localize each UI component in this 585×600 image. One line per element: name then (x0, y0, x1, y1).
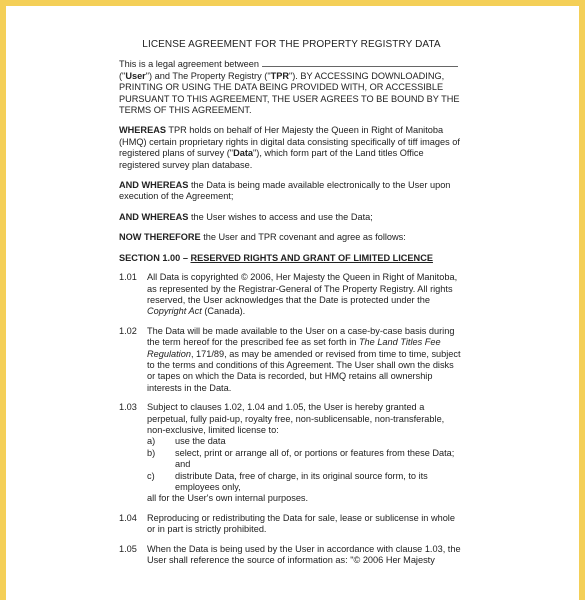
clause-body (147, 326, 464, 394)
clause-1-05 (119, 544, 464, 567)
clause-1-01 (119, 272, 464, 318)
therefore-lead: NOW THEREFORE (119, 232, 201, 243)
intro-paragraph (119, 58, 464, 116)
intro-between: ") and The Property Registry (" (145, 70, 271, 81)
therefore-text: the User and TPR covenant and agree as follows: (200, 232, 406, 243)
list-item (147, 471, 464, 494)
and-whereas-lead: AND WHEREAS (119, 211, 189, 222)
regulation-title: The Land Titles Fee Regulation (147, 337, 441, 359)
intro-rest: "). BY ACCESSING DOWNLOADING, PRINTING OR USING THE DATA BEING PROVIDED WITH, OR ACCESSIBLE PURSUANT TO THIS AGREEMENT, THE USER AGREES TO BE BOUND BY THE TERMS OF THIS AGREEMENT. (119, 70, 460, 116)
intro-line1: This is a legal agreement between (119, 59, 259, 70)
clause-number: 1.05 (119, 543, 137, 554)
whereas-paragraph-1 (119, 125, 464, 171)
list-item-text: use the data (175, 436, 226, 447)
tpr-term: TPR (270, 70, 289, 81)
whereas1-text-a: TPR holds on behalf of Her Majesty the Queen in Right of Manitoba (HMQ) certain proprietary rights in digital data consisting specifically of tiff images of registered plans of survey (" (119, 125, 460, 159)
whereas-lead: WHEREAS (119, 125, 166, 136)
data-term: Data (233, 148, 253, 159)
clause-text: , 171/89, as may be amended or revised from time to time, subject to the terms and conditions of this Agreement. The User shall own the disks or tapes on which the Data is recorded, but HMQ retains all ownership interests in the Data. (147, 348, 461, 393)
clause-text: (Canada). (201, 306, 246, 317)
clause-number: 1.02 (119, 325, 137, 336)
clause-tail: all for the User's own internal purposes. (147, 493, 309, 504)
section-heading (119, 253, 464, 264)
copyright-act-title: Copyright Act (147, 306, 202, 317)
clause-text: The Data will be made available to the User on a case-by-case basis during the term hereof for the prescribed fee as set forth in (147, 325, 455, 348)
clause-number: 1.04 (119, 512, 137, 523)
clause-text: All Data is copyrighted © 2006, Her Majesty the Queen in Right of Manitoba, as represented by the Registrar-General of The Property Registry. All rights reserved, the User acknowledges that the Date is protected under the (147, 272, 458, 305)
clause-body: Reproducing or redistributing the Data for sale, lease or sublicense in whole or in part is strictly prohibited. (147, 512, 455, 535)
user-term: User (125, 70, 146, 81)
whereas2-text: the Data is being made available electronically to the User upon execution of the Agreement; (119, 180, 451, 202)
list-item (147, 448, 464, 471)
clause-1-03 (119, 402, 464, 505)
clause-number: 1.03 (119, 402, 137, 413)
clause-1-02 (119, 326, 464, 394)
list-item (147, 436, 464, 447)
whereas3-text: the User wishes to access and use the Data; (188, 211, 373, 222)
whereas1-text-b: "), which form part of the Land titles Office registered survey plan database. (119, 148, 424, 170)
list-item-text: distribute Data, free of charge, in its original source form, to its employees only, (175, 470, 428, 492)
clause-body (147, 272, 464, 318)
document-title: LICENSE AGREEMENT FOR THE PROPERTY REGISTRY DATA (142, 39, 441, 50)
therefore-paragraph (119, 232, 464, 243)
clause-body: When the Data is being used by the User in accordance with clause 1.03, the User shall reference the source of information as: "© 2006 Her Majesty (147, 543, 461, 566)
section-title: RESERVED RIGHTS AND GRANT OF LIMITED LICENCE (190, 252, 433, 263)
list-item-label: b) (147, 447, 156, 458)
document-page (6, 6, 579, 600)
whereas-paragraph-2 (119, 180, 464, 203)
intro-user-open: (" (119, 70, 126, 81)
clause-body (147, 402, 464, 505)
list-item-label: c) (147, 470, 155, 481)
list-item-label: a) (147, 436, 156, 447)
section-number: SECTION 1.00 – (119, 252, 191, 263)
list-item-text: select, print or arrange all of, or portions or features from these Data; and (175, 447, 455, 470)
agreement-document (119, 39, 464, 574)
clause-text: Subject to clauses 1.02, 1.04 and 1.05, the User is hereby granted a perpetual, fully paid-up, royalty free, non-sublicensable, non-transferable, non-exclusive, limited license to: (147, 402, 445, 435)
clause-number: 1.01 (119, 272, 137, 283)
whereas-paragraph-3 (119, 212, 464, 223)
party-name-blank[interactable] (262, 58, 458, 67)
and-whereas-lead: AND WHEREAS (119, 180, 189, 191)
clause-1-04 (119, 513, 464, 536)
